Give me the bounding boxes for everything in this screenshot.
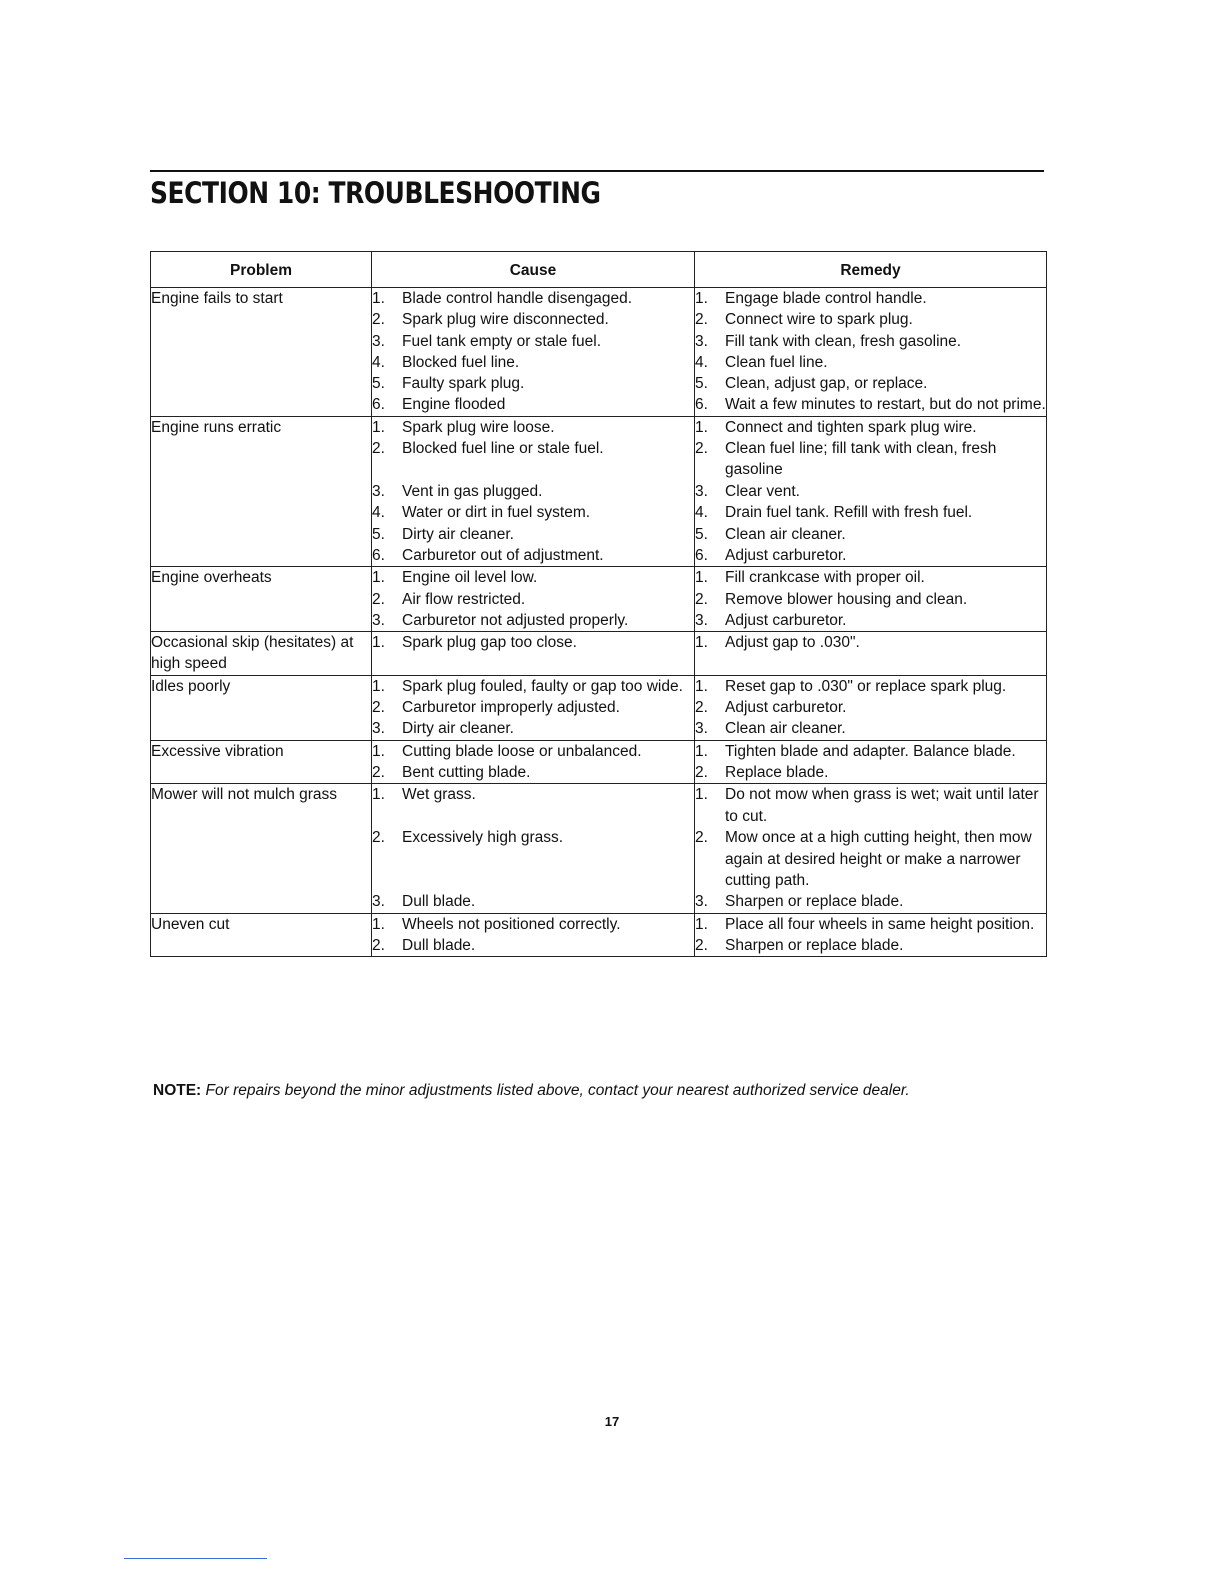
- note-label: NOTE:: [153, 1082, 202, 1099]
- remedy-item: [695, 589, 1046, 610]
- cause-number: 2.: [372, 829, 385, 847]
- cause-number: 3.: [372, 720, 385, 738]
- cause-number: 1.: [372, 418, 385, 436]
- page-number: 17: [604, 1414, 620, 1429]
- remedy-text: Clean air cleaner.: [725, 720, 846, 738]
- table-body: [151, 288, 1047, 957]
- cause-text: Carburetor out of adjustment.: [402, 546, 604, 564]
- remedy-item: [695, 481, 1046, 502]
- cause-number: 4.: [372, 504, 385, 522]
- remedy-item: [695, 891, 1046, 912]
- remedy-text: Tighten blade and adapter. Balance blade.: [725, 742, 1016, 760]
- cause-number: 1.: [372, 915, 385, 933]
- cause-number: 5.: [372, 525, 385, 543]
- remedy-text: Sharpen or replace blade.: [725, 893, 904, 911]
- cause-text: Engine oil level low.: [402, 569, 538, 587]
- cause-item: [372, 784, 694, 827]
- table-row: [151, 632, 1047, 676]
- bottom-divider: [124, 1558, 267, 1559]
- remedy-item: [695, 373, 1046, 394]
- cause-number: 1.: [372, 634, 385, 652]
- remedy-item: [695, 545, 1046, 566]
- cause-number: 6.: [372, 546, 385, 564]
- remedy-text: Clean air cleaner.: [725, 525, 846, 543]
- cause-number: 3.: [372, 332, 385, 350]
- table-row: [151, 288, 1047, 417]
- cause-cell: [372, 784, 695, 913]
- table-row: [151, 740, 1047, 784]
- remedy-text: Mow once at a high cutting height, then mow again at desired height or make a narrower cutting path.: [725, 829, 1032, 889]
- remedy-number: 4.: [695, 504, 708, 522]
- cause-item: [372, 288, 694, 309]
- table-row: [151, 567, 1047, 632]
- remedy-cell: [695, 784, 1047, 913]
- remedy-item: [695, 697, 1046, 718]
- remedy-item: [695, 394, 1046, 415]
- remedy-item: [695, 914, 1046, 935]
- cause-number: 4.: [372, 353, 385, 371]
- cause-item: [372, 718, 694, 739]
- cause-text: Cutting blade loose or unbalanced.: [402, 742, 642, 760]
- remedy-number: 1.: [695, 677, 708, 695]
- cause-text: Dull blade.: [402, 936, 476, 954]
- remedy-number: 1.: [695, 786, 708, 804]
- cause-text: Wet grass.: [402, 786, 476, 804]
- section-title: SECTION 10: TROUBLESHOOTING: [150, 176, 601, 210]
- remedy-number: 1.: [695, 915, 708, 933]
- remedy-number: 2.: [695, 590, 708, 608]
- remedy-text: Engage blade control handle.: [725, 290, 927, 307]
- cause-item: [372, 352, 694, 373]
- remedy-text: Adjust gap to .030".: [725, 634, 860, 652]
- cause-text: Engine flooded: [402, 396, 506, 414]
- cause-number: 2.: [372, 440, 385, 458]
- problem-cell: Excessive vibration: [151, 740, 372, 784]
- cause-item: [372, 438, 694, 481]
- cause-item: [372, 891, 694, 912]
- problem-cell: Mower will not mulch grass: [151, 784, 372, 913]
- remedy-number: 1.: [695, 742, 708, 760]
- cause-item: [372, 762, 694, 783]
- cause-item: [372, 632, 694, 653]
- remedy-number: 3.: [695, 893, 708, 911]
- cause-text: Dull blade.: [402, 893, 476, 911]
- remedy-text: Fill crankcase with proper oil.: [725, 569, 925, 587]
- remedy-item: [695, 741, 1046, 762]
- cause-item: [372, 935, 694, 956]
- remedy-text: Wait a few minutes to restart, but do not prime.: [725, 396, 1046, 414]
- remedy-text: Drain fuel tank. Refill with fresh fuel.: [725, 504, 973, 522]
- cause-item: [372, 567, 694, 588]
- cause-number: 3.: [372, 893, 385, 911]
- cause-text: Excessively high grass.: [402, 829, 564, 847]
- cause-item: [372, 309, 694, 330]
- remedy-text: Adjust carburetor.: [725, 699, 847, 717]
- cause-item: [372, 914, 694, 935]
- remedy-cell: [695, 913, 1047, 957]
- cause-text: Dirty air cleaner.: [402, 525, 514, 543]
- cause-item: [372, 676, 694, 697]
- remedy-text: Reset gap to .030" or replace spark plug.: [725, 677, 1007, 695]
- remedy-text: Fill tank with clean, fresh gasoline.: [725, 332, 962, 350]
- column-header-remedy: Remedy: [695, 252, 1047, 288]
- remedy-text: Clean fuel line.: [725, 353, 828, 371]
- cause-number: 2.: [372, 936, 385, 954]
- remedy-cell: [695, 740, 1047, 784]
- remedy-number: 3.: [695, 720, 708, 738]
- remedy-text: Clean, adjust gap, or replace.: [725, 375, 928, 393]
- cause-number: 1.: [372, 786, 385, 804]
- remedy-item: [695, 610, 1046, 631]
- remedy-text: Clear vent.: [725, 483, 800, 501]
- remedy-cell: [695, 632, 1047, 676]
- remedy-item: [695, 502, 1046, 523]
- remedy-number: 1.: [695, 569, 708, 587]
- remedy-item: [695, 288, 1046, 309]
- remedy-text: Adjust carburetor.: [725, 611, 847, 629]
- remedy-item: [695, 331, 1046, 352]
- column-header-cause: Cause: [372, 252, 695, 288]
- remedy-number: 6.: [695, 396, 708, 414]
- problem-cell: Occasional skip (hesitates) at high speed: [151, 632, 372, 676]
- cause-text: Water or dirt in fuel system.: [402, 504, 591, 522]
- remedy-text: Connect wire to spark plug.: [725, 311, 913, 329]
- table-row: [151, 784, 1047, 913]
- remedy-item: [695, 567, 1046, 588]
- remedy-item: [695, 309, 1046, 330]
- remedy-text: Adjust carburetor.: [725, 546, 847, 564]
- remedy-number: 2.: [695, 829, 708, 847]
- remedy-number: 5.: [695, 375, 708, 393]
- cause-text: Spark plug wire loose.: [402, 418, 555, 436]
- cause-cell: [372, 675, 695, 740]
- cause-text: Vent in gas plugged.: [402, 483, 543, 501]
- cause-number: 3.: [372, 611, 385, 629]
- remedy-number: 2.: [695, 763, 708, 781]
- section-top-rule: [150, 170, 1044, 172]
- remedy-cell: [695, 567, 1047, 632]
- cause-cell: [372, 913, 695, 957]
- cause-cell: [372, 567, 695, 632]
- cause-number: 2.: [372, 311, 385, 329]
- remedy-number: 3.: [695, 332, 708, 350]
- remedy-number: 5.: [695, 525, 708, 543]
- remedy-text: Place all four wheels in same height position.: [725, 915, 1035, 933]
- cause-text: Air flow restricted.: [402, 590, 526, 608]
- cause-item: [372, 610, 694, 631]
- remedy-item: [695, 632, 1046, 653]
- note: [153, 1082, 1053, 1100]
- remedy-item: [695, 438, 1046, 481]
- cause-number: 1.: [372, 290, 385, 307]
- table-header-row: [151, 252, 1047, 288]
- cause-item: [372, 697, 694, 718]
- cause-item: [372, 373, 694, 394]
- cause-item: [372, 502, 694, 523]
- remedy-number: 6.: [695, 546, 708, 564]
- cause-item: [372, 481, 694, 502]
- remedy-number: 2.: [695, 311, 708, 329]
- cause-item: [372, 827, 694, 891]
- remedy-cell: [695, 675, 1047, 740]
- cause-text: Blade control handle disengaged.: [402, 290, 633, 307]
- table-row: [151, 675, 1047, 740]
- cause-text: Spark plug fouled, faulty or gap too wide.: [402, 677, 683, 695]
- troubleshooting-table: [150, 251, 1047, 957]
- cause-cell: [372, 416, 695, 566]
- table-row: [151, 416, 1047, 566]
- cause-cell: [372, 740, 695, 784]
- remedy-item: [695, 762, 1046, 783]
- remedy-number: 2.: [695, 440, 708, 458]
- remedy-number: 4.: [695, 353, 708, 371]
- remedy-number: 3.: [695, 483, 708, 501]
- remedy-text: Remove blower housing and clean.: [725, 590, 968, 608]
- cause-text: Blocked fuel line or stale fuel.: [402, 440, 604, 458]
- remedy-item: [695, 676, 1046, 697]
- cause-text: Blocked fuel line.: [402, 353, 520, 371]
- remedy-item: [695, 524, 1046, 545]
- cause-text: Wheels not positioned correctly.: [402, 915, 621, 933]
- cause-text: Carburetor improperly adjusted.: [402, 699, 620, 717]
- cause-item: [372, 331, 694, 352]
- cause-number: 1.: [372, 677, 385, 695]
- note-text: For repairs beyond the minor adjustments listed above, contact your nearest authorized service dealer.: [205, 1082, 910, 1099]
- problem-cell: Uneven cut: [151, 913, 372, 957]
- cause-item: [372, 394, 694, 415]
- cause-number: 6.: [372, 396, 385, 414]
- cause-number: 3.: [372, 483, 385, 501]
- cause-text: Bent cutting blade.: [402, 763, 531, 781]
- cause-text: Dirty air cleaner.: [402, 720, 514, 738]
- remedy-number: 1.: [695, 418, 708, 436]
- remedy-item: [695, 352, 1046, 373]
- cause-text: Spark plug wire disconnected.: [402, 311, 609, 329]
- problem-cell: Engine overheats: [151, 567, 372, 632]
- cause-item: [372, 417, 694, 438]
- cause-item: [372, 741, 694, 762]
- cause-number: 1.: [372, 742, 385, 760]
- remedy-item: [695, 718, 1046, 739]
- column-header-problem: Problem: [151, 252, 372, 288]
- cause-number: 2.: [372, 699, 385, 717]
- cause-text: Carburetor not adjusted properly.: [402, 611, 629, 629]
- remedy-cell: [695, 416, 1047, 566]
- remedy-number: 1.: [695, 634, 708, 652]
- remedy-text: Sharpen or replace blade.: [725, 936, 904, 954]
- remedy-number: 1.: [695, 290, 708, 307]
- remedy-item: [695, 935, 1046, 956]
- cause-item: [372, 589, 694, 610]
- cause-cell: [372, 288, 695, 417]
- cause-number: 2.: [372, 763, 385, 781]
- remedy-number: 2.: [695, 699, 708, 717]
- cause-number: 5.: [372, 375, 385, 393]
- cause-number: 1.: [372, 569, 385, 587]
- remedy-number: 3.: [695, 611, 708, 629]
- cause-text: Fuel tank empty or stale fuel.: [402, 332, 602, 350]
- remedy-text: Connect and tighten spark plug wire.: [725, 418, 977, 436]
- remedy-text: Clean fuel line; fill tank with clean, fresh gasoline: [725, 440, 997, 479]
- cause-item: [372, 545, 694, 566]
- remedy-item: [695, 417, 1046, 438]
- cause-number: 2.: [372, 590, 385, 608]
- table-row: [151, 913, 1047, 957]
- cause-text: Spark plug gap too close.: [402, 634, 577, 652]
- cause-cell: [372, 632, 695, 676]
- remedy-text: Do not mow when grass is wet; wait until later to cut.: [725, 786, 1039, 825]
- remedy-number: 2.: [695, 936, 708, 954]
- remedy-item: [695, 784, 1046, 827]
- problem-cell: Idles poorly: [151, 675, 372, 740]
- remedy-cell: [695, 288, 1047, 417]
- remedy-text: Replace blade.: [725, 763, 829, 781]
- cause-item: [372, 524, 694, 545]
- problem-cell: Engine runs erratic: [151, 416, 372, 566]
- cause-text: Faulty spark plug.: [402, 375, 525, 393]
- problem-cell: Engine fails to start: [151, 288, 372, 417]
- remedy-item: [695, 827, 1046, 891]
